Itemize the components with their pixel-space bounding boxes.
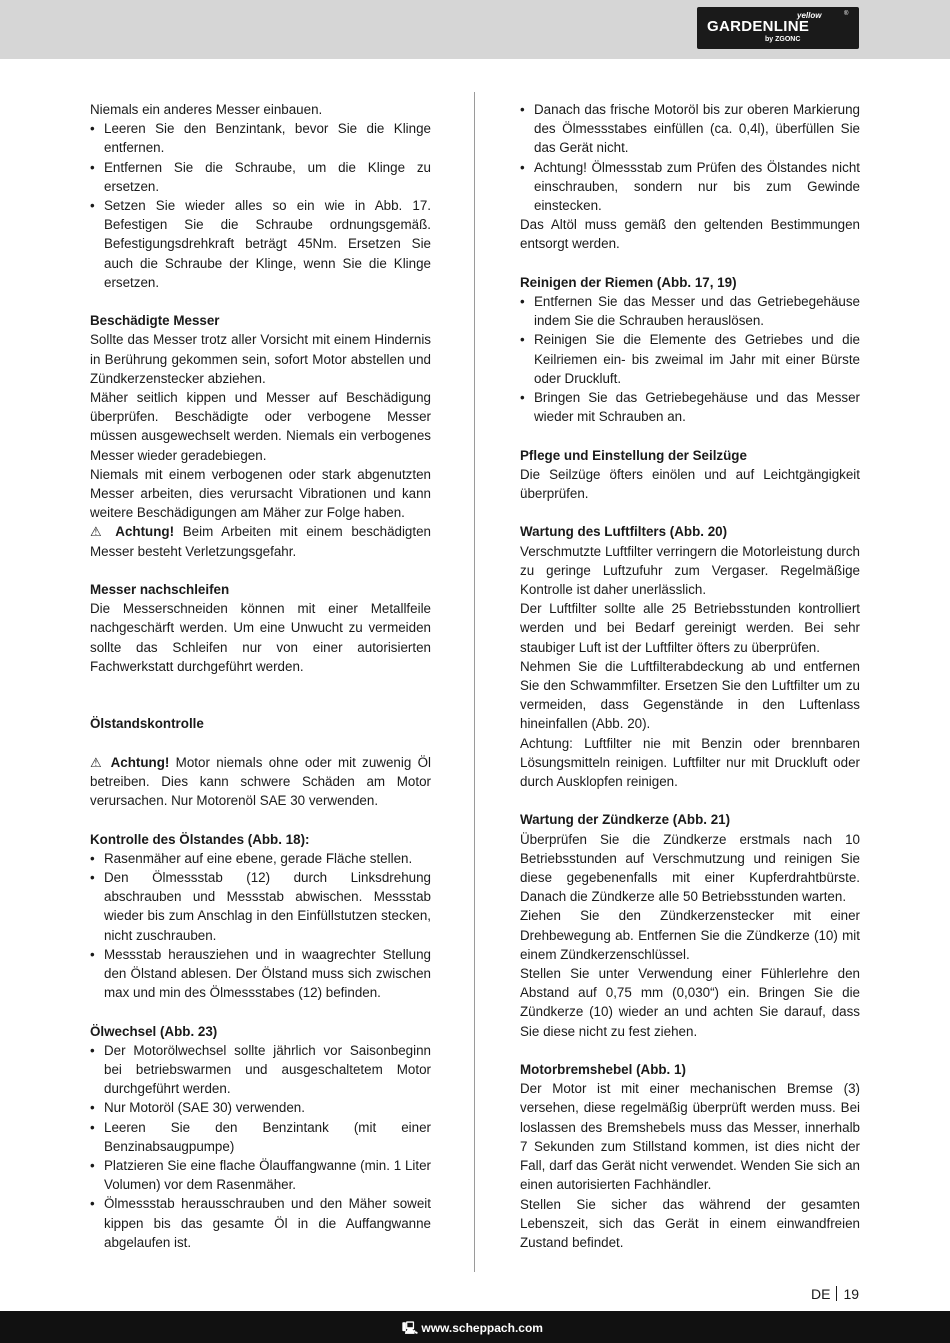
list-item: • Den Ölmessstab (12) durch Linksdrehung abschrauben und Messstab abwischen. Messstab wieder bis zum Anschlag in den Einfüllstutzen stecken, nicht zuschrauben.	[90, 868, 431, 945]
air-filter-paragraph: Der Luftfilter sollte alle 25 Betriebsstunden kontrolliert werden und bei Bedarf gereinigt werden. Bei sehr staubiger Luft ist der Luftfilter öfters zu überprüfen.	[520, 601, 860, 655]
list-item: • Setzen Sie wieder alles so ein wie in Abb. 17. Befestigen Sie die Schraube ordnungsgemäß. Befestigungsdrehkraft beträgt 45Nm. Ersetzen Sie auch die Schraube der Klinge, wenn Sie die Klinge ersetzen.	[90, 196, 431, 292]
footer-url[interactable]: www.scheppach.com	[421, 1321, 543, 1335]
spark-plug-paragraph: Überprüfen Sie die Zündkerze erstmals nach 10 Betriebsstunden auf Verschmutzung und reinigen Sie diese gegebenenfalls mit einer Kupferdrahtbürste. Danach die Zündkerze alle 50 Betriebsstunden warten.	[520, 831, 860, 905]
oil-change-list	[90, 1041, 431, 1252]
damaged-heading: Beschädigte Messer	[90, 313, 220, 329]
page-footer	[0, 1311, 950, 1343]
warning-triangle-icon: ⚠	[90, 524, 107, 540]
list-item: • Entfernen Sie das Messer und das Getriebegehäuse indem Sie die Schrauben herauslösen.	[520, 292, 860, 330]
brake-heading: Motorbremshebel (Abb. 1)	[520, 1062, 686, 1078]
logo-bottom-text: by ZGONC	[765, 36, 801, 43]
page-number	[811, 1286, 859, 1302]
dispose-paragraph: Das Altöl muss gemäß den geltenden Bestimmungen entsorgt werden.	[520, 217, 860, 252]
damaged-paragraph: Mäher seitlich kippen und Messer auf Beschädigung überprüfen. Beschädigte oder verbogene Messer müssen ausgewechselt werden. Niemals ein verbogenes Messer wieder geradebiegen.	[90, 390, 431, 463]
list-item: • Platzieren Sie eine flache Ölauffangwanne (min. 1 Liter Volumen) vor dem Rasenmäher.	[90, 1156, 431, 1194]
spark-plug-paragraph: Ziehen Sie den Zündkerzenstecker mit einer Drehbewegung ab. Entfernen Sie die Zündkerze (10) mit einem Zündkerzenschlüssel.	[520, 908, 860, 962]
list-item: • Leeren Sie den Benzintank, bevor Sie die Klinge entfernen.	[90, 119, 431, 157]
list-item: • Nur Motoröl (SAE 30) verwenden.	[90, 1098, 431, 1117]
spark-plug-heading: Wartung der Zündkerze (Abb. 21)	[520, 812, 731, 828]
air-filter-paragraph: Achtung: Luftfilter nie mit Benzin oder brennbaren Lösungsmitteln reinigen. Luftfilter nur mit Druckluft oder durch Ausklopfen reinigen.	[520, 735, 860, 790]
sharpen-paragraph: Die Messerschneiden können mit einer Metallfeile nachgeschärft werden. Um eine Unwucht zu vermeiden sollte das Schleifen nur von einer autorisierten Fachwerkstatt durchgeführt werden.	[90, 601, 431, 674]
oil-change-heading: Ölwechsel (Abb. 23)	[90, 1023, 218, 1039]
warning-text: Beim Arbeiten mit einem beschädigten Messer besteht Verletzungsgefahr.	[90, 524, 431, 559]
logo-main-text: GARDENLINE	[707, 18, 810, 35]
page-number-value: 19	[843, 1286, 860, 1302]
damaged-paragraph: Niemals mit einem verbogenen oder stark abgenutzten Messer arbeiten, dies verursacht Vibrationen und kann weitere Beschädigungen am Mäher zur Folge haben.	[90, 466, 431, 521]
list-item: • Reinigen Sie die Elemente des Getriebes und die Keilriemen ein- bis zweimal im Jahr mit einer Bürste oder Druckluft.	[520, 330, 860, 388]
logo-top-text: yellow	[797, 11, 822, 20]
computer-icon: 🖳	[402, 1321, 419, 1335]
damaged-paragraph: Sollte das Messer trotz aller Vorsicht mit einem Hindernis in Berührung gekommen sein, sofort Motor abstellen und Zündkerzenstecker abziehen.	[90, 332, 431, 386]
oil-fill-list	[520, 100, 860, 215]
oil-check-list	[90, 849, 431, 1003]
list-item: • Leeren Sie den Benzintank (mit einer Benzinabsaugpumpe)	[90, 1118, 431, 1156]
list-item: • Bringen Sie das Getriebegehäuse und das Messer wieder mit Schrauben an.	[520, 388, 860, 426]
list-item: • Achtung! Ölmessstab zum Prüfen des Ölstandes nicht einschrauben, sondern nur bis zum Gewinde einstecken.	[520, 158, 860, 216]
list-item: • Danach das frische Motoröl bis zur oberen Markierung des Ölmessstabes einfüllen (ca. 0,4l), überfüllen Sie das Gerät nicht.	[520, 100, 860, 158]
air-filter-paragraph: Nehmen Sie die Luftfilterabdeckung ab und entfernen Sie den Schwammfilter. Ersetzen Sie den Luftfilter um zu vermeiden, dass Gegenstände in den Luftenlass hineinfallen (Abb. 20).	[520, 658, 860, 732]
blade-list	[90, 119, 431, 292]
brake-paragraph: Der Motor ist mit einer mechanischen Bremse (3) versehen, diese regelmäßig überprüft werden muss. Bei loslassen des Bremshebels muss das Messer, innerhalb 7 Sekunden zum Stillstand kommen, ist dies nicht der Fall, darf das Gerät nicht verwendet. Wenden Sie sich an einen autorisierten Fachhändler.	[520, 1081, 860, 1193]
damaged-warning	[90, 522, 431, 560]
cable-paragraph: Die Seilzüge öfters einölen und auf Leichtgängigkeit überprüfen.	[520, 466, 860, 502]
air-filter-heading: Wartung des Luftfilters (Abb. 20)	[520, 524, 728, 540]
intro-text: Niemals ein anderes Messer einbauen.	[90, 102, 323, 117]
right-column	[520, 100, 860, 1252]
oil-check-heading: Kontrolle des Ölstandes (Abb. 18):	[90, 831, 310, 847]
belt-list	[520, 292, 860, 426]
list-item: • Entfernen Sie die Schraube, um die Klinge zu ersetzen.	[90, 158, 431, 196]
warning-triangle-icon: ⚠	[90, 754, 105, 770]
spark-plug-paragraph: Stellen Sie unter Verwendung einer Fühlerlehre den Abstand auf 0,75 mm (0,030“) ein. Bringen Sie die Zündkerze (10) wieder an und achten Sie darauf, dass Sie diese nicht zu fest ziehen.	[520, 966, 860, 1039]
page-header	[0, 0, 950, 59]
column-divider	[474, 92, 475, 1272]
list-item: • Rasenmäher auf eine ebene, gerade Fläche stellen.	[90, 849, 431, 868]
cable-heading: Pflege und Einstellung der Seilzüge	[520, 447, 747, 463]
list-item: • Ölmessstab herausschrauben und den Mäher soweit kippen bis das gesamte Öl in die Auffangwanne abgelaufen ist.	[90, 1194, 431, 1252]
list-item: • Messstab herausziehen und in waagrechter Stellung den Ölstand ablesen. Der Ölstand muss sich zwischen max und min des Ölmessstabes (12) befinden.	[90, 945, 431, 1003]
brake-paragraph: Stellen Sie sicher das während der gesamten Lebenszeit, sich das Gerät in einem einwandfreien Zustand befindet.	[520, 1196, 860, 1250]
warning-label: Achtung!	[115, 524, 175, 540]
oil-warning	[90, 753, 431, 811]
gardenline-logo: yellow ® GARDENLINE by ZGONC	[697, 7, 859, 49]
warning-text: Motor niemals ohne oder mit zuwenig Öl betreiben. Dies kann schwere Schäden am Motor verursachen. Nur Motorenöl SAE 30 verwenden.	[90, 754, 431, 809]
left-column	[90, 100, 431, 1252]
list-item: • Der Motorölwechsel sollte jährlich vor Saisonbeginn bei betriebswarmen und ausgeschaltetem Motor durchgeführt werden.	[90, 1041, 431, 1099]
language-code: DE	[811, 1286, 831, 1302]
warning-label: Achtung!	[110, 754, 170, 770]
sharpen-heading: Messer nachschleifen	[90, 582, 230, 598]
air-filter-paragraph: Verschmutzte Luftfilter verringern die Motorleistung durch zu geringe Luftzufuhr zum Vergaser. Regelmäßige Kontrolle ist daher unerlässlich.	[520, 543, 860, 598]
belt-heading: Reinigen der Riemen (Abb. 17, 19)	[520, 274, 737, 290]
oil-heading: Ölstandskontrolle	[90, 716, 204, 732]
